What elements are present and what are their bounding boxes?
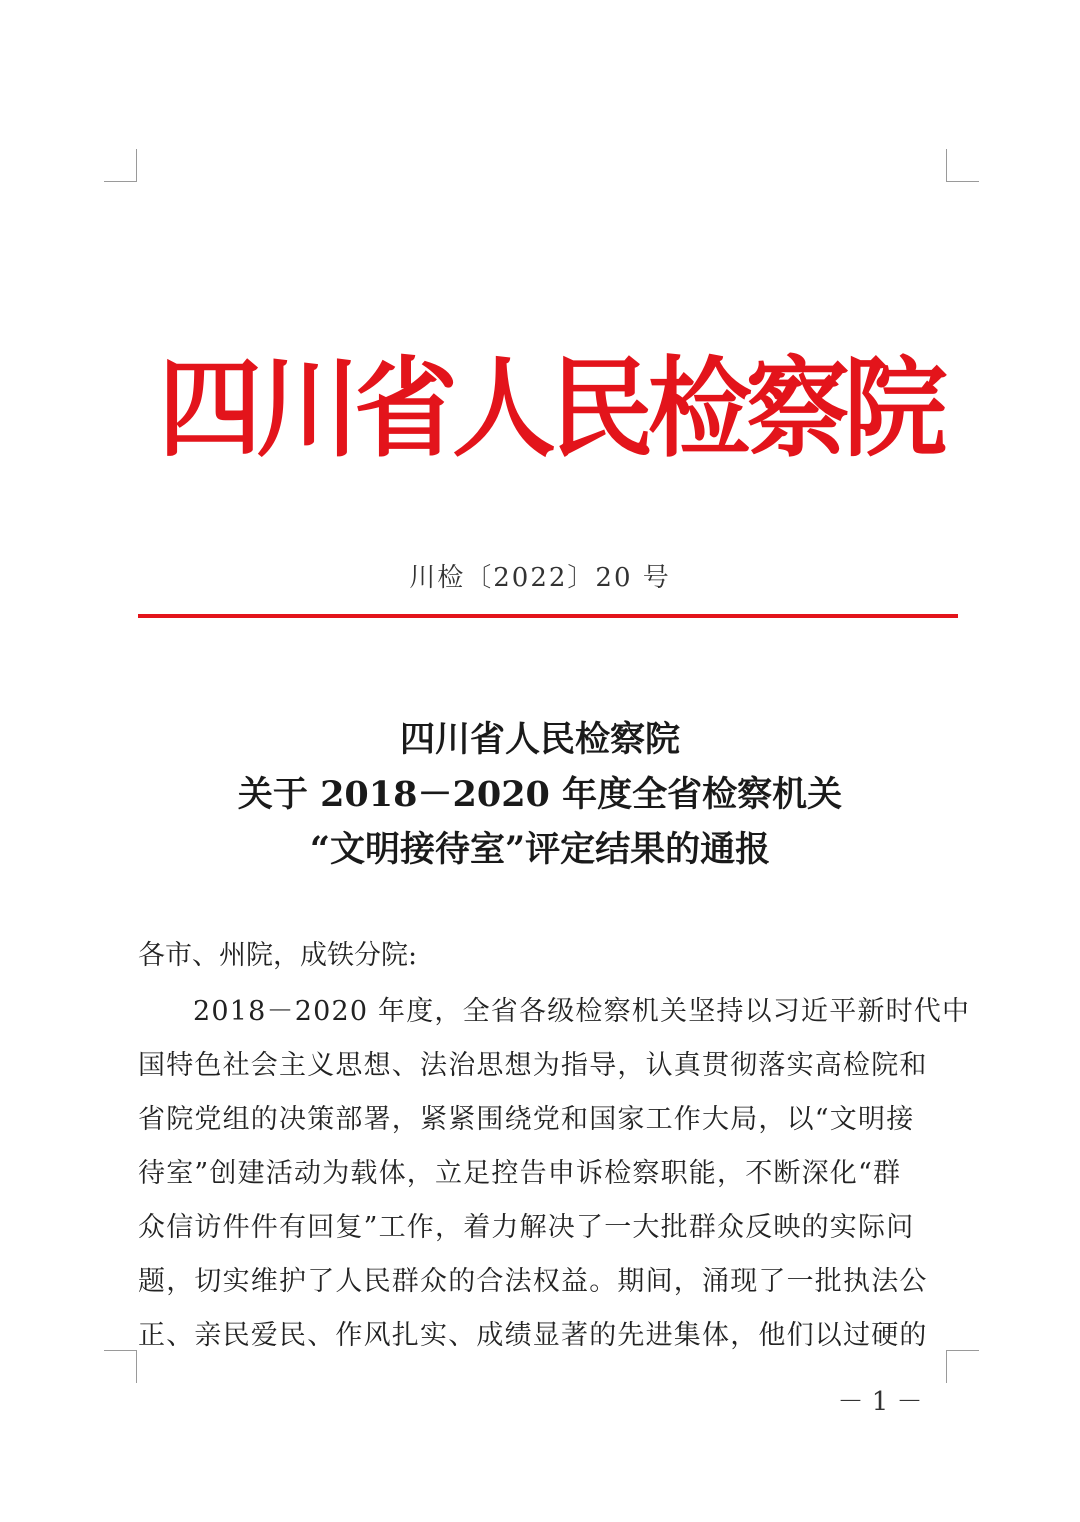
doc-title-line-3: “文明接待室”评定结果的通报	[309, 829, 771, 870]
red-divider	[138, 614, 958, 618]
corner-mark-top-right	[946, 149, 979, 182]
doc-number: 川检〔2022〕20 号	[409, 563, 671, 593]
body-line: 省院党组的决策部署，紧紧围绕党和国家工作大局，以“文明接	[138, 1104, 915, 1135]
doc-title-line-1: 四川省人民检察院	[399, 719, 680, 760]
body-line: 正、亲民爱民、作风扎实、成绩显著的先进集体，他们以过硬的	[138, 1320, 928, 1351]
salutation: 各市、州院，成铁分院:	[138, 940, 418, 971]
body-line: 众信访件件有回复”工作，着力解决了一大批群众反映的实际问	[138, 1212, 915, 1243]
body-line: 国特色社会主义思想、法治思想为指导，认真贯彻落实高检院和	[138, 1050, 928, 1081]
corner-mark-bottom-left	[104, 1350, 137, 1383]
page-number: － 1 －	[837, 1387, 923, 1417]
body-line: 题，切实维护了人民群众的合法权益。期间，涌现了一批执法公	[138, 1266, 928, 1297]
corner-mark-top-left	[104, 149, 137, 182]
body-paragraph	[138, 985, 971, 1363]
body-line: 2018－2020 年度，全省各级检察机关坚持以习近平新时代中	[193, 996, 971, 1027]
org-header: 四川省人民检察院	[158, 347, 942, 472]
body-line: 待室”创建活动为载体，立足控告申诉检察职能，不断深化“群	[138, 1158, 902, 1189]
corner-mark-bottom-right	[946, 1350, 979, 1383]
doc-title-line-2: 关于 2018－2020 年度全省检察机关	[237, 774, 843, 815]
doc-title	[140, 712, 940, 877]
